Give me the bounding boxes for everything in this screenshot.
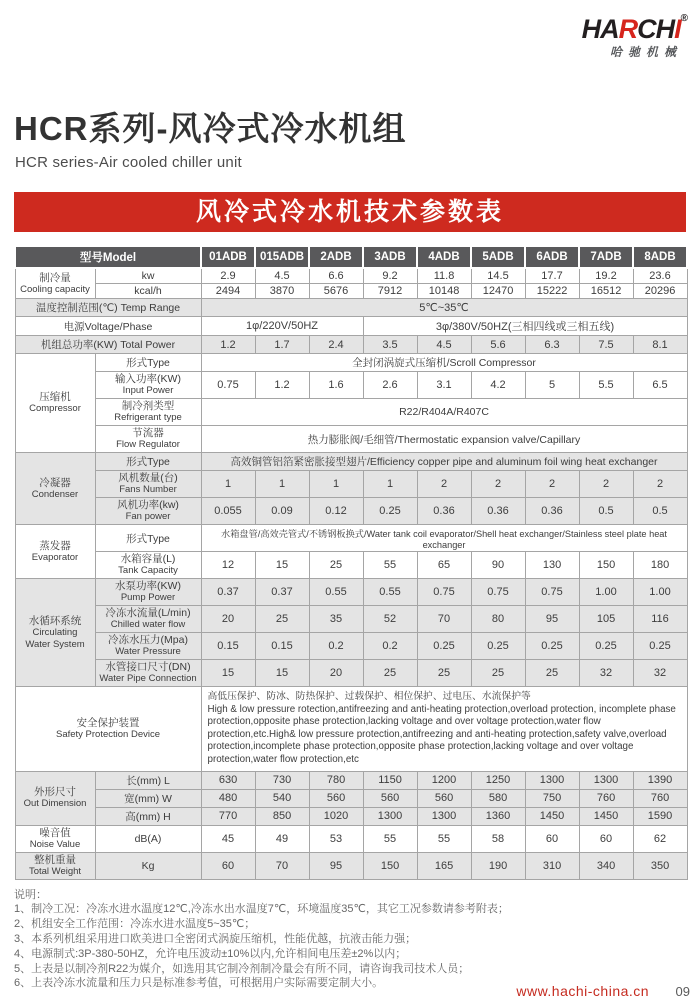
row-label: 安全保护装置 Safety Protection Device bbox=[15, 687, 201, 772]
table-cell: 3.1 bbox=[417, 372, 471, 399]
table-cell: 0.37 bbox=[255, 579, 309, 606]
table-row bbox=[15, 471, 687, 498]
table-cell: 7912 bbox=[363, 284, 417, 299]
table-cell: 1φ/220V/50HZ bbox=[201, 317, 363, 336]
table-cell: 11.8 bbox=[417, 268, 471, 284]
table-cell: 0.2 bbox=[363, 633, 417, 660]
table-row bbox=[15, 633, 687, 660]
table-cell: 480 bbox=[201, 789, 255, 807]
table-cell: 1360 bbox=[471, 807, 525, 825]
logo-chinese-name: 哈驰机械 bbox=[609, 45, 682, 59]
table-cell: 0.25 bbox=[363, 498, 417, 525]
table-cell: 2 bbox=[525, 471, 579, 498]
table-cell: 32 bbox=[633, 660, 687, 687]
row-label: 高(mm) H bbox=[95, 807, 201, 825]
row-label: 水管接口尺寸(DN) Water Pipe Connection bbox=[95, 660, 201, 687]
table-cell: 62 bbox=[633, 825, 687, 852]
table-cell: 0.15 bbox=[201, 633, 255, 660]
table-cell: 190 bbox=[471, 852, 525, 879]
table-cell: 0.2 bbox=[309, 633, 363, 660]
table-cell: 0.55 bbox=[309, 579, 363, 606]
row-label: 风机数量(台) Fans Number bbox=[95, 471, 201, 498]
table-cell: 0.5 bbox=[633, 498, 687, 525]
table-cell: 540 bbox=[255, 789, 309, 807]
table-cell: 560 bbox=[309, 789, 363, 807]
table-cell: 2.9 bbox=[201, 268, 255, 284]
table-cell: 630 bbox=[201, 771, 255, 789]
table-cell: 23.6 bbox=[633, 268, 687, 284]
table-row bbox=[15, 807, 687, 825]
table-cell: 350 bbox=[633, 852, 687, 879]
table-cell: 高效铜管铝箔紧密胀接型翅片/Efficiency copper pipe and aluminum foil wing heat exchanger bbox=[201, 453, 687, 471]
table-row bbox=[15, 372, 687, 399]
section-banner: 风冷式冷水机技术参数表 bbox=[14, 192, 686, 232]
table-cell: 1300 bbox=[363, 807, 417, 825]
table-cell: 45 bbox=[201, 825, 255, 852]
row-label: 风机功率(kw) Fan power bbox=[95, 498, 201, 525]
table-cell: 0.75 bbox=[525, 579, 579, 606]
table-cell: 0.25 bbox=[471, 633, 525, 660]
row-group-label: 压缩机 Compressor bbox=[15, 354, 95, 453]
table-row bbox=[15, 284, 687, 299]
table-cell: 760 bbox=[633, 789, 687, 807]
table-cell: 1450 bbox=[579, 807, 633, 825]
table-cell: 2494 bbox=[201, 284, 255, 299]
table-row bbox=[15, 579, 687, 606]
table-cell: 0.25 bbox=[417, 633, 471, 660]
row-label: 形式Type bbox=[95, 354, 201, 372]
table-cell: 2.4 bbox=[309, 336, 363, 354]
table-cell: 15 bbox=[201, 660, 255, 687]
table-cell: 5676 bbox=[309, 284, 363, 299]
table-cell: 150 bbox=[363, 852, 417, 879]
table-cell: 1300 bbox=[525, 771, 579, 789]
table-cell: 25 bbox=[417, 660, 471, 687]
table-cell: 1 bbox=[255, 471, 309, 498]
table-cell: 0.75 bbox=[201, 372, 255, 399]
table-cell: 1 bbox=[363, 471, 417, 498]
table-cell: 0.5 bbox=[579, 498, 633, 525]
table-cell: 12 bbox=[201, 552, 255, 579]
table-cell: 0.75 bbox=[417, 579, 471, 606]
table-cell: 70 bbox=[417, 606, 471, 633]
spec-table bbox=[14, 245, 688, 880]
table-cell: 0.37 bbox=[201, 579, 255, 606]
table-cell: 0.25 bbox=[525, 633, 579, 660]
table-cell: 35 bbox=[309, 606, 363, 633]
table-row bbox=[15, 789, 687, 807]
table-cell: 9.2 bbox=[363, 268, 417, 284]
row-label: 输入功率(KW) Input Power bbox=[95, 372, 201, 399]
table-cell: 1.00 bbox=[579, 579, 633, 606]
table-row bbox=[15, 687, 687, 772]
table-cell: 8.1 bbox=[633, 336, 687, 354]
table-cell: 580 bbox=[471, 789, 525, 807]
table-cell: 6.6 bbox=[309, 268, 363, 284]
row-group-label: 制冷量 Cooling capacity bbox=[15, 268, 95, 299]
table-cell: 14.5 bbox=[471, 268, 525, 284]
table-cell: 58 bbox=[471, 825, 525, 852]
table-cell: 水箱盘管/高效壳管式/不锈钢板换式/Water tank coil evaporator/Shell heat exchanger/Stainless steel plate heat exchanger bbox=[201, 525, 687, 552]
table-cell: 1590 bbox=[633, 807, 687, 825]
table-cell: 1020 bbox=[309, 807, 363, 825]
table-cell: 25 bbox=[525, 660, 579, 687]
table-cell: 165 bbox=[417, 852, 471, 879]
table-row bbox=[15, 354, 687, 372]
notes-list bbox=[14, 902, 700, 991]
row-label: 形式Type bbox=[95, 525, 201, 552]
note-line: 5、上表是以制冷剂R22为媒介，如选用其它制冷剂制冷量会有所不同，请咨询我司技术人员； bbox=[14, 962, 470, 975]
table-cell: 60 bbox=[579, 825, 633, 852]
table-cell: 780 bbox=[309, 771, 363, 789]
table-cell: 310 bbox=[525, 852, 579, 879]
table-cell: 20296 bbox=[633, 284, 687, 299]
row-label: 水泵功率(KW) Pump Power bbox=[95, 579, 201, 606]
table-row bbox=[15, 525, 687, 552]
table-cell: 1.00 bbox=[633, 579, 687, 606]
column-header: 8ADB bbox=[633, 246, 687, 268]
row-group-label: 整机重量 Total Weight bbox=[15, 852, 95, 879]
table-cell: 20 bbox=[201, 606, 255, 633]
table-cell: 180 bbox=[633, 552, 687, 579]
table-cell: 55 bbox=[417, 825, 471, 852]
table-cell: 0.055 bbox=[201, 498, 255, 525]
table-cell: 1.7 bbox=[255, 336, 309, 354]
table-cell: 热力膨胀阀/毛细管/Thermostatic expansion valve/Capillary bbox=[201, 426, 687, 453]
table-cell: 16512 bbox=[579, 284, 633, 299]
note-line: 3、本系列机组采用进口欧美进口全密闭式涡旋压缩机，性能优越，抗液击能力强； bbox=[14, 932, 417, 945]
table-cell: 1450 bbox=[525, 807, 579, 825]
logo-letters: HARCHI bbox=[581, 14, 681, 44]
table-cell: 1.6 bbox=[309, 372, 363, 399]
row-label: 宽(mm) W bbox=[95, 789, 201, 807]
table-cell: 2.6 bbox=[363, 372, 417, 399]
table-cell: 0.36 bbox=[525, 498, 579, 525]
table-cell: 0.25 bbox=[579, 633, 633, 660]
table-cell: 25 bbox=[363, 660, 417, 687]
column-header: 015ADB bbox=[255, 246, 309, 268]
table-cell: 60 bbox=[525, 825, 579, 852]
table-cell: 20 bbox=[309, 660, 363, 687]
table-cell: 12470 bbox=[471, 284, 525, 299]
table-row bbox=[15, 268, 687, 284]
table-cell: 150 bbox=[579, 552, 633, 579]
table-cell: 0.25 bbox=[633, 633, 687, 660]
table-cell: 32 bbox=[579, 660, 633, 687]
table-cell: 25 bbox=[471, 660, 525, 687]
note-line: 1、制冷工况：冷冻水进水温度12℃,冷冻水出水温度7℃，环境温度35℃，其它工况参数请参考附表； bbox=[14, 903, 509, 916]
table-cell: 5 bbox=[525, 372, 579, 399]
table-row bbox=[15, 660, 687, 687]
notes-heading: 说明： bbox=[14, 888, 47, 901]
row-label: 电源Voltage/Phase bbox=[15, 317, 201, 336]
table-cell: 2 bbox=[471, 471, 525, 498]
table-cell: 0.36 bbox=[417, 498, 471, 525]
row-label: 长(mm) L bbox=[95, 771, 201, 789]
column-header: 4ADB bbox=[417, 246, 471, 268]
table-cell: 3870 bbox=[255, 284, 309, 299]
table-cell: R22/R404A/R407C bbox=[201, 399, 687, 426]
table-cell: 2 bbox=[633, 471, 687, 498]
page-title: HCR系列-风冷式冷水机组 bbox=[14, 110, 407, 147]
table-row bbox=[15, 399, 687, 426]
table-cell: 5.5 bbox=[579, 372, 633, 399]
row-group-label: 蒸发器 Evaporator bbox=[15, 525, 95, 579]
column-header: 2ADB bbox=[309, 246, 363, 268]
harchi-logo bbox=[556, 13, 688, 59]
row-label: kw bbox=[95, 268, 201, 284]
row-label: kcal/h bbox=[95, 284, 201, 299]
table-cell: 2 bbox=[579, 471, 633, 498]
table-cell: 560 bbox=[363, 789, 417, 807]
table-cell: 770 bbox=[201, 807, 255, 825]
page-footer bbox=[516, 983, 690, 1001]
table-cell: 730 bbox=[255, 771, 309, 789]
column-header: 6ADB bbox=[525, 246, 579, 268]
table-cell: 90 bbox=[471, 552, 525, 579]
row-label: 冷冻水流量(L/min) Chilled water flow bbox=[95, 606, 201, 633]
table-cell: 15 bbox=[255, 552, 309, 579]
table-cell: 25 bbox=[255, 606, 309, 633]
table-cell: 2 bbox=[417, 471, 471, 498]
column-header: 5ADB bbox=[471, 246, 525, 268]
table-row bbox=[15, 299, 687, 317]
note-line: 6、上表冷冻水流量和压力只是标准参考值，可根据用户实际需要定制大小。 bbox=[14, 977, 384, 990]
table-cell: 5.6 bbox=[471, 336, 525, 354]
table-cell: 80 bbox=[471, 606, 525, 633]
row-label: 形式Type bbox=[95, 453, 201, 471]
row-label: 冷冻水压力(Mpa) Water Pressure bbox=[95, 633, 201, 660]
table-cell: 1300 bbox=[579, 771, 633, 789]
table-cell: 5℃~35℃ bbox=[201, 299, 687, 317]
row-group-label: 冷凝器 Condenser bbox=[15, 453, 95, 525]
table-row bbox=[15, 552, 687, 579]
table-cell: 3φ/380V/50HZ(三相四线或三相五线) bbox=[363, 317, 687, 336]
table-row bbox=[15, 453, 687, 471]
row-label: dB(A) bbox=[95, 825, 201, 852]
table-cell: 60 bbox=[201, 852, 255, 879]
table-cell: 高低压保护、防冰、防热保护、过载保护、相位保护、过电压、水流保护等 High & low pressure rotection,antifreezing and anti-heating protection,overload protection, incomplete phase protection,opposite phase protection,lacking voltage and over voltage protection,water flow protection,etc.High& low pressure protection,antifreezing and anti-heating protection,safety valve,overload protection,incomplete phase protection,opposite phase protection,lacking voltage and over voltage protection,water flow protection,etc bbox=[201, 687, 687, 772]
note-line: 4、电源制式:3P-380-50HZ，允许电压波动±10%以内,允许相间电压差±2%以内； bbox=[14, 947, 407, 960]
table-cell: 70 bbox=[255, 852, 309, 879]
table-cell: 340 bbox=[579, 852, 633, 879]
table-cell: 4.5 bbox=[255, 268, 309, 284]
spec-table-body bbox=[15, 246, 687, 879]
row-group-label: 外形尺寸 Out Dimension bbox=[15, 771, 95, 825]
table-cell: 15 bbox=[255, 660, 309, 687]
table-row bbox=[15, 246, 687, 268]
registered-mark-icon: ® bbox=[680, 13, 688, 24]
table-cell: 3.5 bbox=[363, 336, 417, 354]
table-row bbox=[15, 852, 687, 879]
table-cell: 15222 bbox=[525, 284, 579, 299]
table-cell: 55 bbox=[363, 825, 417, 852]
table-cell: 1250 bbox=[471, 771, 525, 789]
table-cell: 95 bbox=[525, 606, 579, 633]
table-cell: 116 bbox=[633, 606, 687, 633]
row-label: 节流器 Flow Regulator bbox=[95, 426, 201, 453]
table-cell: 19.2 bbox=[579, 268, 633, 284]
table-cell: 6.5 bbox=[633, 372, 687, 399]
table-cell: 1.2 bbox=[201, 336, 255, 354]
table-row bbox=[15, 498, 687, 525]
table-cell: 95 bbox=[309, 852, 363, 879]
table-cell: 750 bbox=[525, 789, 579, 807]
table-cell: 130 bbox=[525, 552, 579, 579]
row-label: 温度控制范围(℃) Temp Range bbox=[15, 299, 201, 317]
row-group-label: 噪音值 Noise Value bbox=[15, 825, 95, 852]
table-cell: 0.12 bbox=[309, 498, 363, 525]
table-cell: 25 bbox=[309, 552, 363, 579]
table-cell: 7.5 bbox=[579, 336, 633, 354]
row-label: 制冷剂类型 Refrigerant type bbox=[95, 399, 201, 426]
table-row bbox=[15, 336, 687, 354]
table-cell: 1200 bbox=[417, 771, 471, 789]
page-subtitle: HCR series-Air cooled chiller unit bbox=[15, 154, 242, 171]
table-row bbox=[15, 825, 687, 852]
table-row bbox=[15, 606, 687, 633]
table-cell: 53 bbox=[309, 825, 363, 852]
table-cell: 0.36 bbox=[471, 498, 525, 525]
table-cell: 0.55 bbox=[363, 579, 417, 606]
table-cell: 65 bbox=[417, 552, 471, 579]
note-line: 2、机组安全工作范围：冷冻水进水温度5~35℃； bbox=[14, 918, 256, 931]
table-cell: 52 bbox=[363, 606, 417, 633]
table-cell: 49 bbox=[255, 825, 309, 852]
table-row bbox=[15, 426, 687, 453]
website-link[interactable]: www.hachi-china.cn bbox=[516, 983, 650, 999]
table-cell: 1 bbox=[309, 471, 363, 498]
table-cell: 560 bbox=[417, 789, 471, 807]
table-row bbox=[15, 771, 687, 789]
logo-wordmark bbox=[556, 13, 688, 44]
table-cell: 1150 bbox=[363, 771, 417, 789]
table-cell: 6.3 bbox=[525, 336, 579, 354]
page-number: 09 bbox=[675, 984, 690, 999]
row-label: 水箱容量(L) Tank Capacity bbox=[95, 552, 201, 579]
notes-section bbox=[14, 888, 700, 992]
row-label: 机组总功率(KW) Total Power bbox=[15, 336, 201, 354]
column-header: 3ADB bbox=[363, 246, 417, 268]
table-cell: 4.2 bbox=[471, 372, 525, 399]
table-cell: 55 bbox=[363, 552, 417, 579]
table-cell: 0.75 bbox=[471, 579, 525, 606]
row-label: Kg bbox=[95, 852, 201, 879]
table-cell: 1300 bbox=[417, 807, 471, 825]
table-cell: 全封闭涡旋式压缩机/Scroll Compressor bbox=[201, 354, 687, 372]
column-header: 7ADB bbox=[579, 246, 633, 268]
table-cell: 10148 bbox=[417, 284, 471, 299]
table-row bbox=[15, 317, 687, 336]
table-cell: 850 bbox=[255, 807, 309, 825]
table-cell: 0.09 bbox=[255, 498, 309, 525]
table-cell: 760 bbox=[579, 789, 633, 807]
table-cell: 1390 bbox=[633, 771, 687, 789]
model-header: 型号Model bbox=[15, 246, 201, 268]
column-header: 01ADB bbox=[201, 246, 255, 268]
table-cell: 4.5 bbox=[417, 336, 471, 354]
table-cell: 105 bbox=[579, 606, 633, 633]
row-group-label: 水循环系统 Circulating Water System bbox=[15, 579, 95, 687]
table-cell: 0.15 bbox=[255, 633, 309, 660]
table-cell: 1.2 bbox=[255, 372, 309, 399]
table-cell: 17.7 bbox=[525, 268, 579, 284]
table-cell: 1 bbox=[201, 471, 255, 498]
